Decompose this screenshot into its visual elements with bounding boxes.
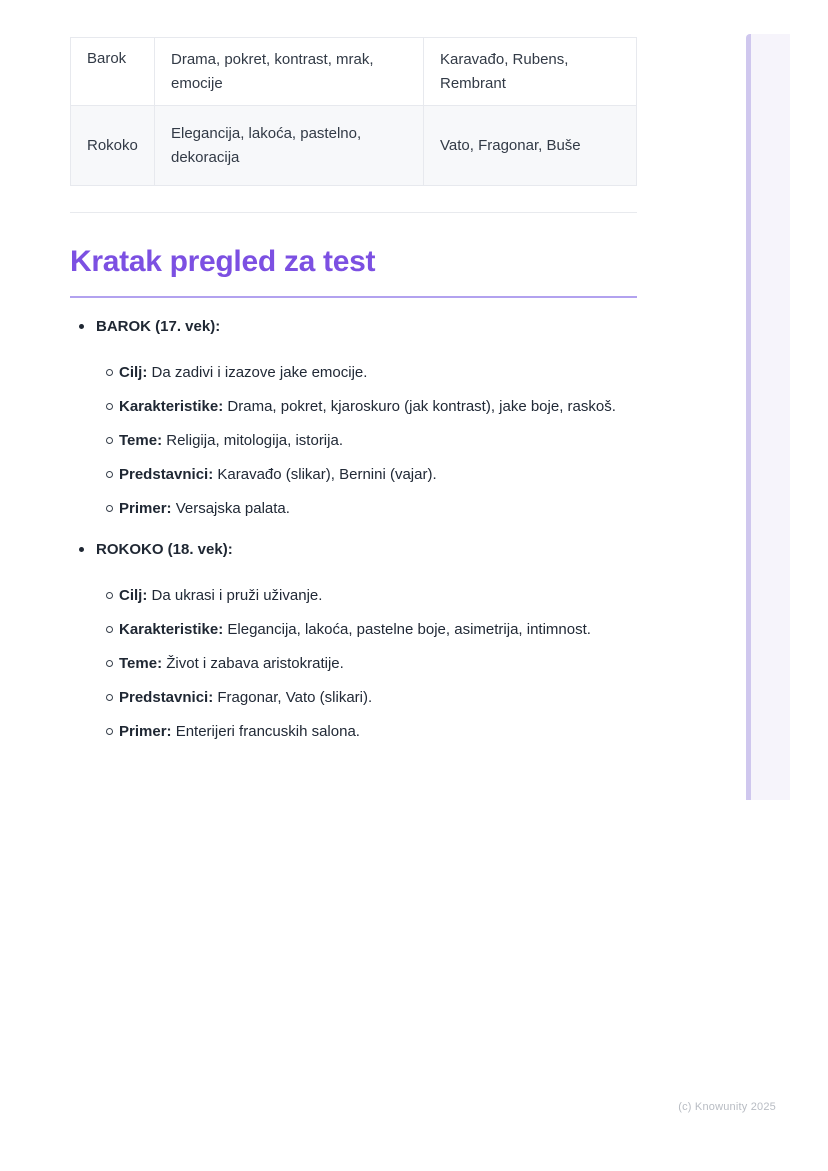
circle-bullet-icon [106,694,113,701]
item-text: Elegancija, lakoća, pastelne boje, asimetrija, intimnost. [227,621,591,638]
list-item [70,428,637,453]
item-label: Primer: [119,723,172,740]
list-item [70,394,637,419]
list-item [70,685,637,710]
list-item [70,360,637,385]
item-text: Versajska palata. [175,500,290,517]
item-text: Karavađo (slikar), Bernini (vajar). [217,466,437,483]
cell-style: Rokoko [71,106,155,186]
item-label: Predstavnici: [119,466,214,483]
cell-style: Barok [71,38,155,106]
item-text: Religija, mitologija, istorija. [166,432,343,449]
item-label: Karakteristike: [119,621,224,638]
next-page-edge [746,34,790,800]
circle-bullet-icon [106,369,113,376]
item-label: Predstavnici: [119,689,214,706]
list-item [70,496,637,521]
cell-characteristics: Elegancija, lakoća, pastelno, dekoracija [155,106,424,186]
group-title [70,537,637,562]
cell-representatives: Karavađo, Rubens, Rembrant [424,38,637,106]
circle-bullet-icon [106,403,113,410]
table-row [71,106,637,186]
circle-bullet-icon [106,728,113,735]
list-item [70,583,637,608]
list-group-rokoko [70,537,637,744]
list-group-barok [70,314,637,521]
page-title: Kratak pregled za test [70,244,637,298]
item-label: Teme: [119,432,163,449]
section-divider [70,212,637,213]
item-text: Enterijeri francuskih salona. [175,723,360,740]
group-title-label: BAROK (17. vek): [96,318,221,335]
item-text: Život i zabava aristokratije. [166,655,344,672]
sub-list [70,583,637,744]
summary-section [70,244,637,760]
table-row [71,38,637,106]
cell-representatives: Vato, Fragonar, Buše [424,106,637,186]
bullet-icon [79,324,84,329]
item-label: Primer: [119,500,172,517]
circle-bullet-icon [106,471,113,478]
list-item [70,719,637,744]
sub-list [70,360,637,521]
list-item [70,462,637,487]
bullet-icon [79,547,84,552]
list-item [70,651,637,676]
circle-bullet-icon [106,437,113,444]
item-text: Fragonar, Vato (slikari). [217,689,373,706]
group-title-label: ROKOKO (18. vek): [96,541,233,558]
item-label: Cilj: [119,587,148,604]
circle-bullet-icon [106,626,113,633]
item-label: Cilj: [119,364,148,381]
comparison-table [70,37,637,186]
list-item [70,617,637,642]
summary-list [70,314,637,744]
item-label: Teme: [119,655,163,672]
group-title [70,314,637,339]
cell-characteristics: Drama, pokret, kontrast, mrak, emocije [155,38,424,106]
circle-bullet-icon [106,660,113,667]
circle-bullet-icon [106,592,113,599]
item-text: Drama, pokret, kjaroskuro (jak kontrast), jake boje, raskoš. [227,398,616,415]
copyright-text: (c) Knowunity 2025 [678,1101,776,1113]
item-text: Da zadivi i izazove jake emocije. [151,364,368,381]
item-text: Da ukrasi i pruži uživanje. [151,587,323,604]
item-label: Karakteristike: [119,398,224,415]
circle-bullet-icon [106,505,113,512]
